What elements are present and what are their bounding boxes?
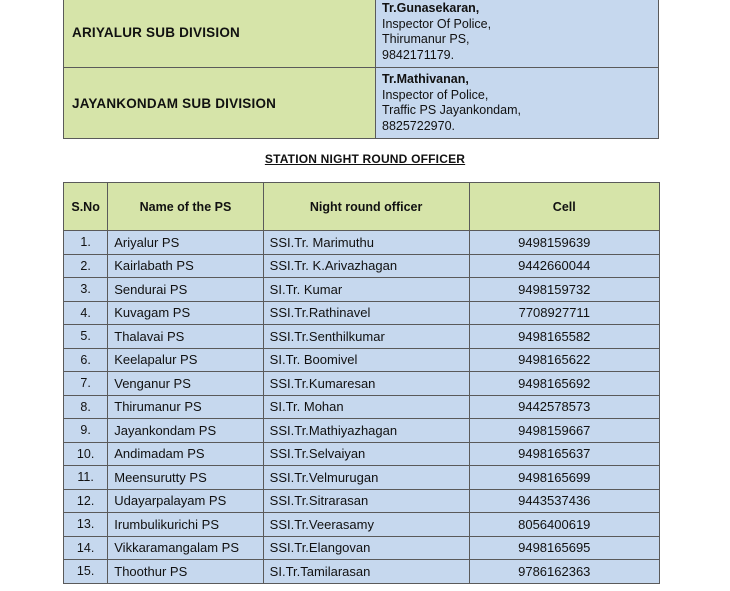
officer-name: Tr.Gunasekaran, <box>382 1 480 15</box>
row-officer: SI.Tr. Boomivel <box>263 348 469 372</box>
table-row <box>64 278 660 302</box>
officer-phone: 8825722970. <box>382 118 455 133</box>
table-row <box>64 536 660 560</box>
row-cell: 9498165695 <box>469 536 659 560</box>
row-sno: 2. <box>64 254 108 278</box>
header-ps-name: Name of the PS <box>108 183 263 231</box>
row-sno: 14. <box>64 536 108 560</box>
row-sno: 11. <box>64 466 108 490</box>
table-row <box>64 560 660 584</box>
row-cell: 9442660044 <box>469 254 659 278</box>
row-cell: 9498159732 <box>469 278 659 302</box>
row-officer: SSI.Tr. Marimuthu <box>263 231 469 255</box>
row-officer: SSI.Tr. K.Arivazhagan <box>263 254 469 278</box>
table-row <box>64 372 660 396</box>
table-row <box>64 325 660 349</box>
row-ps-name: Kairlabath PS <box>108 254 263 278</box>
row-officer: SSI.Tr.Rathinavel <box>263 301 469 325</box>
row-ps-name: Irumbulikurichi PS <box>108 513 263 537</box>
row-cell: 9442578573 <box>469 395 659 419</box>
officer-details <box>376 0 659 68</box>
row-ps-name: Andimadam PS <box>108 442 263 466</box>
row-ps-name: Vikkaramangalam PS <box>108 536 263 560</box>
row-cell: 8056400619 <box>469 513 659 537</box>
header-sno: S.No <box>64 183 108 231</box>
table-row <box>64 419 660 443</box>
row-cell: 9498165637 <box>469 442 659 466</box>
header-officer: Night round officer <box>263 183 469 231</box>
row-cell: 9498165692 <box>469 372 659 396</box>
row-officer: SSI.Tr.Kumaresan <box>263 372 469 396</box>
row-officer: SSI.Tr.Veerasamy <box>263 513 469 537</box>
officer-station: Traffic PS Jayankondam, <box>382 103 521 117</box>
row-sno: 7. <box>64 372 108 396</box>
row-sno: 9. <box>64 419 108 443</box>
table-row <box>64 489 660 513</box>
table-row <box>64 442 660 466</box>
table-row <box>64 254 660 278</box>
table-row <box>64 301 660 325</box>
row-sno: 4. <box>64 301 108 325</box>
subdivision-table <box>63 0 659 139</box>
row-cell: 9498165699 <box>469 466 659 490</box>
table-header-row <box>64 183 660 231</box>
row-sno: 5. <box>64 325 108 349</box>
division-name: ARIYALUR SUB DIVISION <box>64 0 376 68</box>
row-sno: 3. <box>64 278 108 302</box>
row-officer: SSI.Tr.Mathiyazhagan <box>263 419 469 443</box>
row-officer: SSI.Tr.Elangovan <box>263 536 469 560</box>
row-cell: 9498159667 <box>469 419 659 443</box>
row-ps-name: Thoothur PS <box>108 560 263 584</box>
officer-details <box>376 68 659 139</box>
subdivision-row <box>64 68 659 139</box>
officer-designation: Inspector Of Police, <box>382 16 492 31</box>
row-ps-name: Keelapalur PS <box>108 348 263 372</box>
officer-designation: Inspector of Police, <box>382 87 489 102</box>
section-title: STATION NIGHT ROUND OFFICER <box>264 152 466 166</box>
row-officer: SSI.Tr.Velmurugan <box>263 466 469 490</box>
row-sno: 15. <box>64 560 108 584</box>
row-sno: 12. <box>64 489 108 513</box>
row-cell: 9443537436 <box>469 489 659 513</box>
row-officer: SI.Tr. Kumar <box>263 278 469 302</box>
row-ps-name: Jayankondam PS <box>108 419 263 443</box>
row-officer: SSI.Tr.Sitrarasan <box>263 489 469 513</box>
row-officer: SSI.Tr.Senthilkumar <box>263 325 469 349</box>
row-ps-name: Meensurutty PS <box>108 466 263 490</box>
table-row <box>64 513 660 537</box>
row-officer: SI.Tr. Mohan <box>263 395 469 419</box>
row-sno: 1. <box>64 231 108 255</box>
table-row <box>64 466 660 490</box>
row-ps-name: Udayarpalayam PS <box>108 489 263 513</box>
table-row <box>64 231 660 255</box>
header-cell: Cell <box>469 183 659 231</box>
table-row <box>64 348 660 372</box>
night-round-table <box>63 182 660 584</box>
row-cell: 9498165582 <box>469 325 659 349</box>
division-name: JAYANKONDAM SUB DIVISION <box>64 68 376 139</box>
row-ps-name: Kuvagam PS <box>108 301 263 325</box>
row-cell: 9498159639 <box>469 231 659 255</box>
subdivision-row <box>64 0 659 68</box>
row-ps-name: Thalavai PS <box>108 325 263 349</box>
row-sno: 10. <box>64 442 108 466</box>
row-ps-name: Sendurai PS <box>108 278 263 302</box>
row-ps-name: Venganur PS <box>108 372 263 396</box>
table-row <box>64 395 660 419</box>
row-ps-name: Ariyalur PS <box>108 231 263 255</box>
row-sno: 6. <box>64 348 108 372</box>
row-ps-name: Thirumanur PS <box>108 395 263 419</box>
row-cell: 9498165622 <box>469 348 659 372</box>
officer-phone: 9842171179. <box>382 47 455 62</box>
row-cell: 7708927711 <box>469 301 659 325</box>
officer-station: Thirumanur PS, <box>382 32 470 46</box>
officer-name: Tr.Mathivanan, <box>382 72 469 86</box>
row-officer: SI.Tr.Tamilarasan <box>263 560 469 584</box>
row-sno: 8. <box>64 395 108 419</box>
row-officer: SSI.Tr.Selvaiyan <box>263 442 469 466</box>
row-sno: 13. <box>64 513 108 537</box>
row-cell: 9786162363 <box>469 560 659 584</box>
